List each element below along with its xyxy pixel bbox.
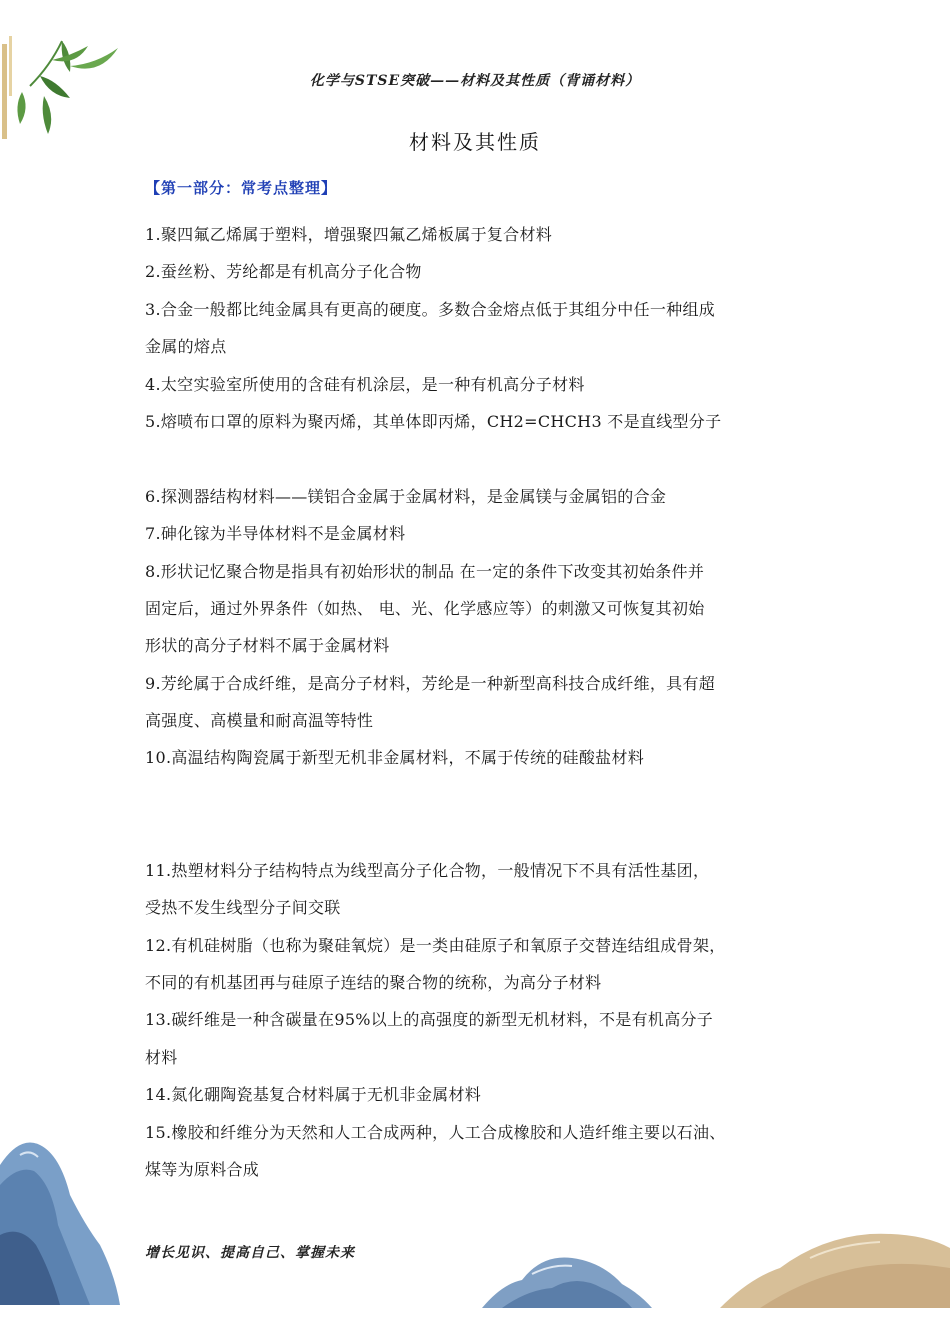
header-title: 化学与STSE突破——材料及其性质（背诵材料） <box>309 73 641 89</box>
spacer <box>145 777 813 852</box>
text-line: 4.太空实验室所使用的含硅有机涂层，是一种有机高分子材料 <box>145 374 585 394</box>
text-line: 不同的有机基团再与硅原子连结的聚合物的统称，为高分子材料 <box>145 973 602 993</box>
text-line: 金属的熔点 <box>145 337 227 357</box>
text-line: 13.碳纤维是一种含碳量在95%以上的高强度的新型无机材料，不是有机高分子 <box>145 1010 714 1030</box>
text-line: 固定后，通过外界条件（如热、 电、光、化学感应等）的刺激又可恢复其初始 <box>145 598 705 618</box>
text-line: 形状的高分子材料不属于金属材料 <box>145 636 390 656</box>
text-line: 15.橡胶和纤维分为天然和人工合成两种，人工合成橡胶和人造纤维主要以石油、 <box>145 1122 726 1142</box>
text-line: 8.形状记忆聚合物是指具有初始形状的制品 在一定的条件下改变其初始条件并 <box>145 561 705 581</box>
text-line: 5.熔喷布口罩的原料为聚丙烯，其单体即丙烯，CH2=CHCH3 不是直线型分子 <box>145 411 722 431</box>
text-line: 9.芳纶属于合成纤维，是高分子材料，芳纶是一种新型高科技合成纤维，具有超 <box>145 673 716 693</box>
text-line: 11.热塑材料分子结构特点为线型高分子化合物，一般情况下不具有活性基团， <box>145 860 710 880</box>
text-line: 受热不发生线型分子间交联 <box>145 898 341 918</box>
spacer <box>145 440 813 477</box>
text-line: 10.高温结构陶瓷属于新型无机非金属材料，不属于传统的硅酸盐材料 <box>145 748 645 768</box>
mountain-mid-decoration-icon <box>482 1244 652 1308</box>
text-line: 材料 <box>145 1047 178 1067</box>
page-title: 材料及其性质 <box>409 130 541 154</box>
text-line: 6.探测器结构材料——镁铝合金属于金属材料，是金属镁与金属铝的合金 <box>145 486 667 506</box>
text-line: 3.合金一般都比纯金属具有更高的硬度。多数合金熔点低于其组分中任一种组成 <box>145 299 716 319</box>
text-line: 12.有机硅树脂（也称为聚硅氧烷）是一类由硅原子和氧原子交替连结组成骨架， <box>145 935 726 955</box>
mountain-right-decoration-icon <box>720 1228 950 1308</box>
mountain-left-decoration-icon <box>0 1125 140 1305</box>
text-line: 高强度、高模量和耐高温等特性 <box>145 711 374 731</box>
text-line: 煤等为原料合成 <box>145 1159 260 1179</box>
section-heading: 【第一部分：常考点整理】 <box>145 179 338 197</box>
text-line: 14.氮化硼陶瓷基复合材料属于无机非金属材料 <box>145 1085 482 1105</box>
content-body <box>145 216 813 1188</box>
text-line: 2.蚕丝粉、芳纶都是有机高分子化合物 <box>145 262 422 282</box>
text-line: 7.砷化镓为半导体材料不是金属材料 <box>145 524 406 544</box>
footer-slogan: 增长见识、提高自己、掌握未来 <box>145 1245 355 1261</box>
text-line: 1.聚四氟乙烯属于塑料，增强聚四氟乙烯板属于复合材料 <box>145 225 553 244</box>
